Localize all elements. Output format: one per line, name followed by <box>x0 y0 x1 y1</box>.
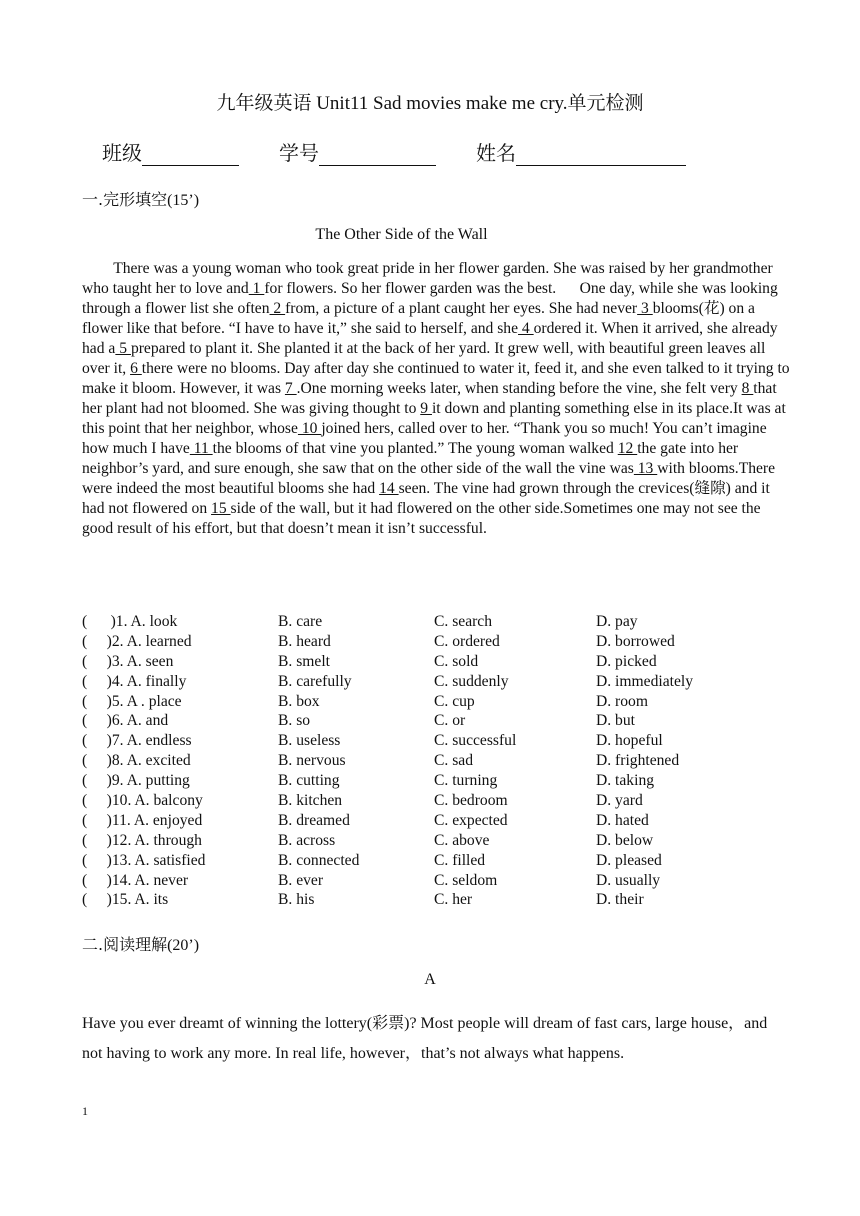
passage-text-segment: for flowers. So her flower garden was the best. One day, while she was looking through a flower list she often <box>82 280 778 317</box>
answer-blank[interactable]: 12 <box>617 440 638 457</box>
answer-blank[interactable]: 13 <box>633 460 658 477</box>
option-d: D. below <box>596 831 654 849</box>
option-b: B. nervous <box>278 752 346 770</box>
section1-heading-text: 一.完形填空 <box>82 190 168 209</box>
name-field[interactable] <box>476 137 686 166</box>
option-d: D. usually <box>596 871 661 889</box>
question-row <box>82 791 782 811</box>
passage-text-segment: the blooms of that vine you planted.” The young woman walked <box>212 440 618 457</box>
question-stem-option-a: ( )6. A. and <box>82 712 169 730</box>
question-row <box>82 871 782 891</box>
answer-blank[interactable]: 9 <box>420 400 432 417</box>
question-stem-option-a: ( )1. A. look <box>82 613 178 630</box>
option-b: B. box <box>278 692 320 710</box>
passage-text-segment: from, a picture of a plant caught her eyes. She had never <box>285 300 638 317</box>
answer-blank[interactable]: 5 <box>115 340 131 357</box>
option-d: D. hopeful <box>596 732 663 750</box>
option-c: C. expected <box>434 811 508 829</box>
option-d: D. frightened <box>596 752 680 770</box>
question-stem-option-a: ( )9. A. putting <box>82 772 190 790</box>
question-row <box>82 632 782 652</box>
answer-blank[interactable]: 6 <box>130 360 142 377</box>
passage-text-segment: There was a young woman who took great pride in her flower garden. She was raised by her grandmother who taught her to love and <box>82 260 773 297</box>
question-row <box>82 771 782 791</box>
section1-heading <box>82 187 199 210</box>
option-d: D. pay <box>596 613 638 630</box>
option-b: B. dreamed <box>278 811 350 829</box>
student-id-blank[interactable] <box>319 145 436 166</box>
passage-text-segment: it down and planting something else in its place.It was at this point that her neighbor, whose <box>82 400 786 437</box>
option-c: C. or <box>434 712 466 730</box>
option-b: B. across <box>278 831 336 849</box>
student-id-field[interactable] <box>279 137 436 166</box>
option-d: D. picked <box>596 652 657 670</box>
question-stem-option-a: ( )4. A. finally <box>82 672 187 690</box>
option-d: D. immediately <box>596 672 694 690</box>
question-options-list <box>82 612 782 910</box>
question-stem-option-a: ( )12. A. through <box>82 831 202 849</box>
page-title: 九年级英语 Unit11 Sad movies make me cry.单元检测 <box>216 93 644 114</box>
class-label: 班级 <box>102 141 142 165</box>
option-d: D. borrowed <box>596 632 675 650</box>
option-c: C. seldom <box>434 871 498 889</box>
option-b: B. so <box>278 712 311 730</box>
option-d: D. taking <box>596 772 655 790</box>
question-row <box>82 612 782 632</box>
option-d: D. their <box>596 891 644 909</box>
option-c: C. suddenly <box>434 672 509 690</box>
question-row <box>82 831 782 851</box>
option-b: B. ever <box>278 871 324 889</box>
story-title: The Other Side of the Wall <box>315 226 488 243</box>
answer-blank[interactable]: 14 <box>379 480 399 497</box>
question-stem-option-a: ( )3. A. seen <box>82 652 174 670</box>
passage-text-segment: seen. The vine had grown through the crevices(缝隙) and it had not flowered on <box>82 480 770 517</box>
option-c: C. sad <box>434 752 473 770</box>
option-b: B. connected <box>278 851 360 869</box>
option-c: C. search <box>434 613 493 630</box>
question-row <box>82 672 782 692</box>
class-field[interactable] <box>102 137 239 166</box>
question-row <box>82 711 782 731</box>
reading-part-letter: A <box>424 971 436 988</box>
answer-blank[interactable]: 15 <box>211 500 231 517</box>
option-c: C. sold <box>434 652 479 670</box>
passage-text-segment: that her plant had not bloomed. She was giving thought to <box>82 380 777 417</box>
passage-text-segment: there were no blooms. Day after day she continued to water it, feed it, and she even talked to it trying to make it bloom. However, it was <box>82 360 790 397</box>
passage-text-segment: with blooms.There were indeed the most beautiful blooms she had <box>82 460 776 497</box>
passage-text-segment: prepared to plant it. She planted it at the back of her yard. It grew well, with beautiful green leaves all over it, <box>82 340 766 377</box>
section2-heading-text: 二.阅读理解 <box>82 935 168 954</box>
question-row <box>82 692 782 712</box>
student-id-label: 学号 <box>279 141 319 165</box>
cloze-passage <box>82 259 792 539</box>
question-stem-option-a: ( )8. A. excited <box>82 752 191 770</box>
option-c: C. ordered <box>434 632 500 650</box>
question-stem-option-a: ( )7. A. endless <box>82 732 192 750</box>
answer-blank[interactable]: 11 <box>189 440 213 457</box>
question-row <box>82 731 782 751</box>
name-blank[interactable] <box>516 145 686 166</box>
option-c: C. filled <box>434 851 486 869</box>
option-c: C. turning <box>434 772 498 790</box>
option-b: B. his <box>278 891 315 909</box>
option-b: B. smelt <box>278 652 330 670</box>
option-b: B. useless <box>278 732 341 750</box>
answer-blank[interactable]: 10 <box>297 420 322 437</box>
passage-paragraph <box>82 259 792 539</box>
option-c: C. her <box>434 891 473 909</box>
answer-blank[interactable]: 1 <box>248 280 265 297</box>
passage-text-segment: side of the wall, but it had flowered on the other side.Sometimes one may not see the good result of his effort, but that doesn’t mean it isn’t successful. <box>82 500 761 537</box>
option-c: C. successful <box>434 732 517 750</box>
question-stem-option-a: ( )14. A. never <box>82 871 189 889</box>
page-number: 1 <box>82 1104 88 1118</box>
option-c: C. above <box>434 831 490 849</box>
passage-text-segment: blooms(花) on a flower like that before. “I have to have it,” she said to herself, and she <box>82 300 755 337</box>
option-b: B. heard <box>278 632 331 650</box>
section2-heading <box>82 932 199 955</box>
answer-blank[interactable]: 7 <box>284 380 297 397</box>
question-stem-option-a: ( )11. A. enjoyed <box>82 811 203 829</box>
question-stem-option-a: ( )13. A. satisfied <box>82 851 206 869</box>
option-d: D. room <box>596 692 648 710</box>
answer-blank[interactable]: 8 <box>741 380 754 397</box>
question-stem-option-a: ( )15. A. its <box>82 891 169 909</box>
answer-blank[interactable]: 2 <box>269 300 286 317</box>
question-row <box>82 890 782 910</box>
passage-text-segment: .One morning weeks later, when standing before the vine, she felt very <box>296 380 742 397</box>
option-d: D. hated <box>596 811 649 829</box>
option-d: D. pleased <box>596 851 662 869</box>
answer-blank[interactable]: 4 <box>518 320 534 337</box>
question-row <box>82 652 782 672</box>
name-label: 姓名 <box>476 141 516 165</box>
question-stem-option-a: ( )2. A. learned <box>82 632 192 650</box>
question-row <box>82 811 782 831</box>
answer-blank[interactable]: 3 <box>637 300 653 317</box>
question-row <box>82 851 782 871</box>
question-stem-option-a: ( )10. A. balcony <box>82 792 203 810</box>
option-d: D. yard <box>596 792 643 810</box>
option-b: B. care <box>278 613 323 630</box>
section1-points: (15’) <box>167 192 200 209</box>
option-d: D. but <box>596 712 635 730</box>
option-b: B. carefully <box>278 672 352 690</box>
reading-paragraph: Have you ever dreamt of winning the lottery(彩票)? Most people will dream of fast cars, large house，and not having to work any more. In real life, however，that’s not always what happens. <box>82 1015 768 1062</box>
passage-text-segment: joined hers, called over to her. “Thank you so much! You can’t imagine how much I have <box>82 420 767 457</box>
option-b: B. kitchen <box>278 792 343 810</box>
passage-text-segment: the gate into her neighbor’s yard, and sure enough, she saw that on the other side of the wall the vine was <box>82 440 739 477</box>
class-blank[interactable] <box>142 145 239 166</box>
passage-text-segment: ordered it. When it arrived, she already had a <box>82 320 778 357</box>
student-info <box>102 137 726 166</box>
section2-points: (20’) <box>167 937 200 954</box>
question-stem-option-a: ( )5. A . place <box>82 692 182 710</box>
option-b: B. cutting <box>278 772 340 790</box>
option-c: C. cup <box>434 692 475 710</box>
option-c: C. bedroom <box>434 792 508 810</box>
question-row <box>82 751 782 771</box>
